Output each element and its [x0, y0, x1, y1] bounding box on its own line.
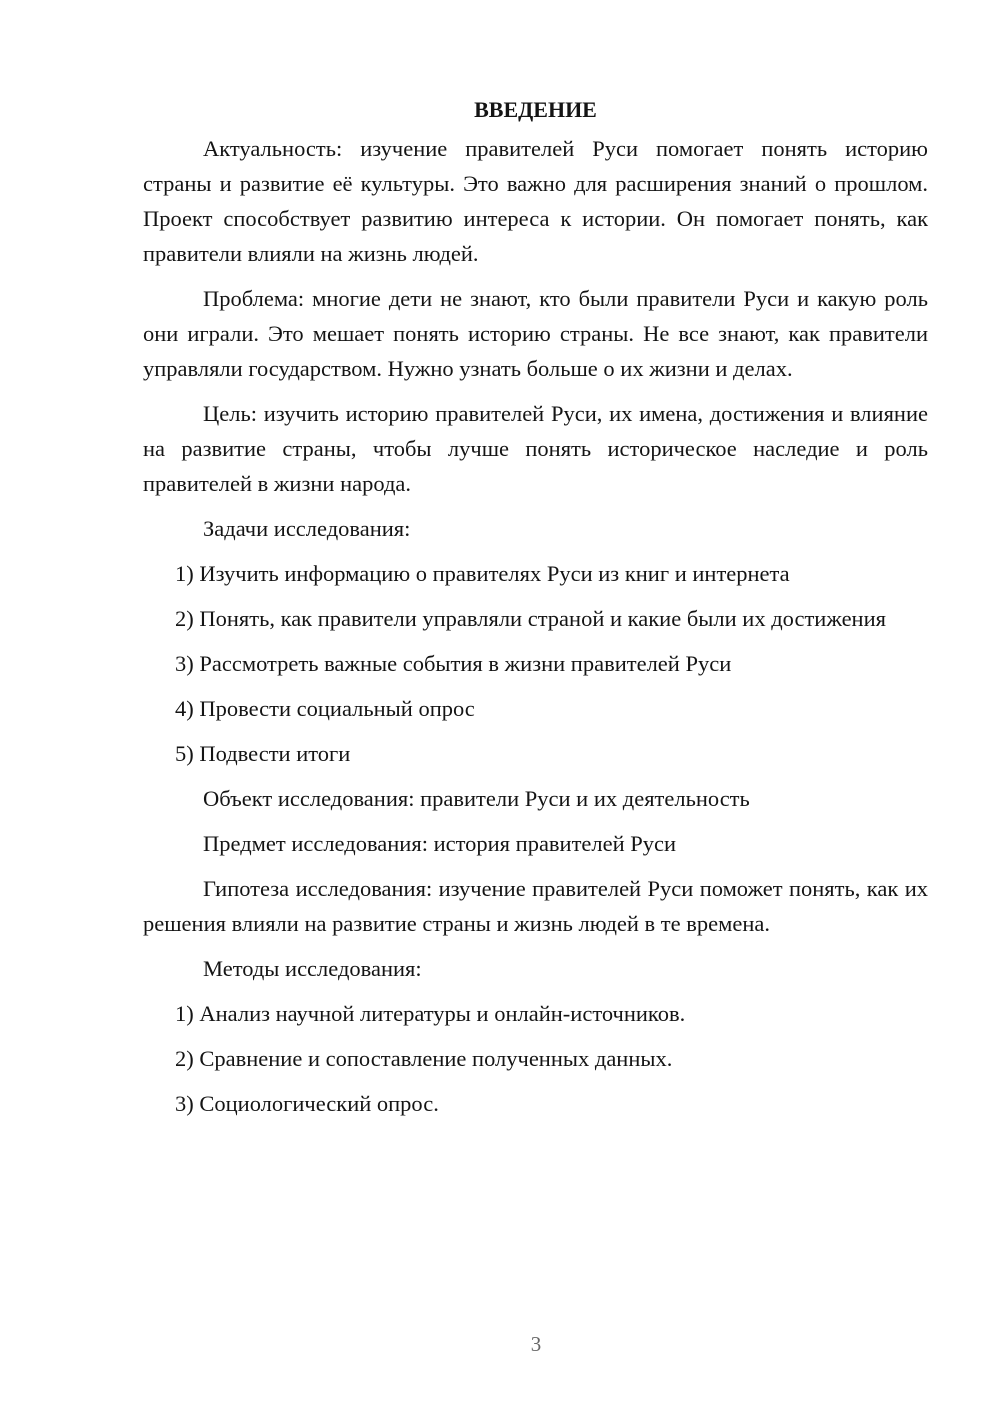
- subject-paragraph: Предмет исследования: история правителей Руси: [203, 831, 677, 856]
- method-item: 2) Сравнение и сопоставление полученных данных.: [175, 1046, 673, 1071]
- page-number: 3: [530, 1332, 542, 1356]
- relevance-paragraph: Актуальность: изучение правителей Руси помогает понять историю страны и развитие её культуры. Это важно для расширения знаний о прошлом. Проект способствует развитию интереса к истории. Он помогает понять, как правители влияли на жизнь людей.: [143, 136, 928, 266]
- task-item: 2) Понять, как правители управляли страной и какие были их достижения: [175, 606, 886, 631]
- task-item: 4) Провести социальный опрос: [175, 696, 475, 721]
- section-title: ВВЕДЕНИЕ: [474, 97, 597, 122]
- object-paragraph: Объект исследования: правители Руси и их деятельность: [203, 786, 750, 811]
- hypothesis-paragraph: Гипотеза исследования: изучение правителей Руси поможет понять, как их решения влияли на развитие страны и жизнь людей в те времена.: [143, 876, 928, 936]
- page-content: [143, 93, 928, 1131]
- methods-heading: Методы исследования:: [203, 956, 422, 981]
- task-item: 1) Изучить информацию о правителях Руси из книг и интернета: [175, 561, 790, 586]
- method-item: 3) Социологический опрос.: [175, 1091, 439, 1116]
- task-item: 5) Подвести итоги: [175, 741, 351, 766]
- task-item: 3) Рассмотреть важные события в жизни правителей Руси: [175, 651, 732, 676]
- method-item: 1) Анализ научной литературы и онлайн-источников.: [175, 1001, 686, 1026]
- problem-paragraph: Проблема: многие дети не знают, кто были правители Руси и какую роль они играли. Это мешает понять историю страны. Не все знают, как правители управляли государством. Нужно узнать больше о их жизни и делах.: [143, 286, 928, 381]
- tasks-heading: Задачи исследования:: [203, 516, 411, 541]
- goal-paragraph: Цель: изучить историю правителей Руси, их имена, достижения и влияние на развитие страны, чтобы лучше понять историческое наследие и роль правителей в жизни народа.: [143, 401, 928, 496]
